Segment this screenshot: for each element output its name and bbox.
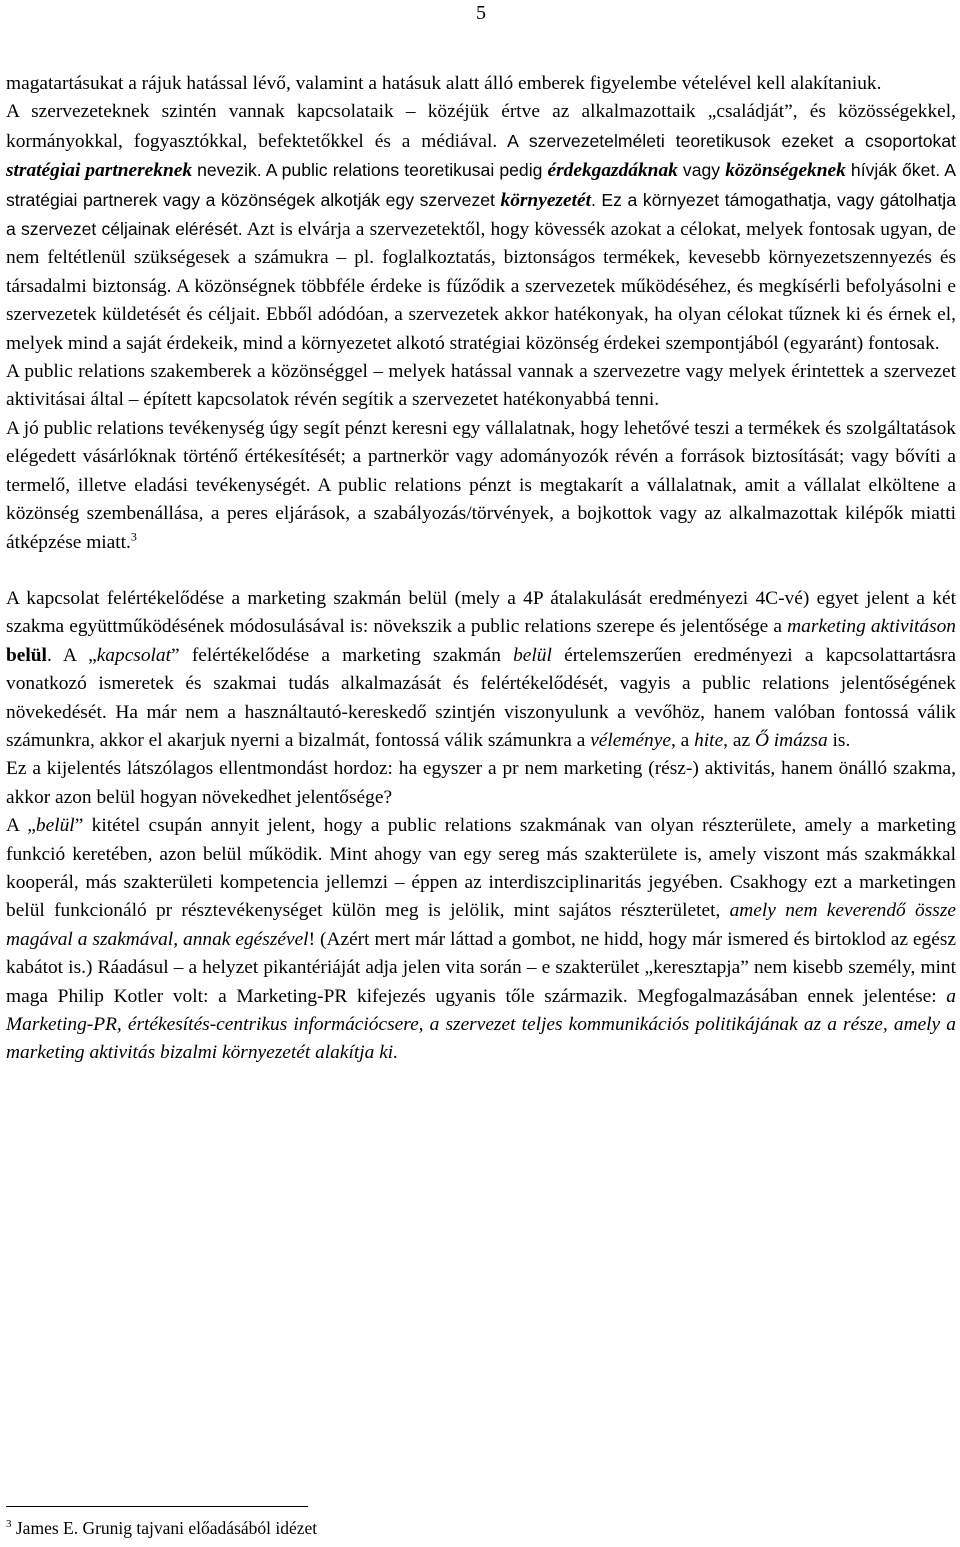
p4-text: értelemszerűen eredményezi a kapcsolattartásra vonatkozó ismeretek és szakmai tudás alkalmazását és felértékelődését, vagyis a public relations jelentőségének növekedését. Ha már nem a használtautó-kereskedő szintjén viszonyulunk a vevőhöz, hanem valóban fontossá válik számunkra, akkor el akarjuk nyerni a bizalmát, fontossá válik számunkra a	[6, 644, 956, 751]
paragraph-within	[6, 812, 956, 1068]
p4-italic: hite	[694, 729, 724, 751]
page-number: 5	[476, 2, 486, 24]
p6-italic: belül	[35, 815, 75, 837]
p4-text: is.	[827, 729, 851, 751]
p4-italic: Ő imázsa	[754, 729, 828, 751]
p4-text: , a	[670, 729, 695, 751]
p1-text: hívják őket. A stratégiai partnerek vagy a közönségek alkotják egy szervezet	[6, 160, 956, 210]
term-publics: közönségeknek	[725, 160, 846, 182]
term-environment: környezetét	[500, 189, 591, 211]
p6-italic: amely nem keverendő össze magával a szakmával, annak egészével	[6, 900, 956, 950]
p1-text: nevezik. A public relations teoretikusai pedig	[192, 160, 548, 181]
p4-italic: marketing aktivitáson	[787, 616, 957, 638]
footnote-divider	[6, 1506, 308, 1507]
p4-text: ” felértékelődése a marketing szakmán	[171, 644, 514, 666]
p1-text: A szervezetelméleti teoretikusok ezeket a csoportokat	[497, 130, 957, 151]
main-text	[6, 70, 956, 1068]
p1-sentence-4: Azt is elvárja a szervezetektől, hogy kövessék azokat a célokat, melyek fontosak ugyan, de nem feltétlenül szükségesek a számukra – pl. foglalkoztatás, biztonságos termékek, kevesebb környezetszennyezés és társadalmi biztonság. A közönségnek többféle érdeke is fűződik a szervezetek működéséhez, és megkísérli befolyásolni e szervezetek küldetését és céljait.	[6, 219, 956, 326]
p6-text: ” kitétel csupán annyit jelent, hogy a public relations szakmának van olyan részterülete, amely a marketing funkció keretében, azon belül működik. Mint ahogy van egy sereg más szakterülete is, amely viszont más szakmákkal kooperál, más szakterületi kompetencia jellemzi – éppen az interdiszciplinaritás jegyében. Csakhogy ezt a marketingen belül funkcionáló pr résztevékenységet külön meg is jelölik, mint sajátos részterületet,	[6, 815, 956, 922]
p4-bold: belül	[6, 644, 47, 666]
kotler-definition: a Marketing-PR, értékesítés-centrikus információcsere, a szervezet teljes kommunikációs politikájának az a része, amely a marketing aktivitás bizalmi környezetét alakítja ki.	[6, 985, 956, 1064]
paragraph-contradiction: Ez a kijelentés látszólagos ellentmondást hordoz: ha egyszer a pr nem marketing (rész-) aktivitás, hanem önálló szakma, akkor azon belül hogyan növekedhet jelentősége?	[6, 758, 956, 808]
footnote-number: 3	[6, 1518, 12, 1531]
p3-text: A jó public relations tevékenység úgy segít pénzt keresni egy vállalatnak, hogy lehetővé teszi a termékek és szolgáltatások elégedett vásárlóknak történő értékesítését; a partnerkör vagy adományozók révén a források biztosítását; vagy bővíti a termelő, illetve eladási tevékenységét. A public relations pénzt is megtakarít a vállalatnak, amit a vállalat elköltene a közönség szembenállása, a peres eljárások, a szabályozás/törvények, a bojkottok vagy az alkalmazottak kilépők miatti átképzése miatt.	[6, 417, 956, 553]
footnote-reference[interactable]: 3	[130, 529, 137, 544]
paragraph-good-pr	[6, 415, 956, 557]
term-strategic-partners: stratégiai partnereknek	[6, 160, 193, 182]
paragraph-relationship-marketing	[6, 585, 956, 755]
paragraph-pr-specialists: A public relations szakemberek a közönséggel – melyek hatással vannak a szervezetre vagy melyek érintettek a szervezet aktivitásai által – épített kapcsolatok révén segítik a szervezetet hatékonyabbá tenni.	[6, 361, 956, 411]
term-stakeholders: érdekgazdáknak	[547, 160, 678, 182]
p4-text: , az	[723, 729, 755, 751]
p4-text: A kapcsolat felértékelődése a marketing szakmán belül (mely a 4P átalakulását eredményezi 4C-vé) egyet jelent a két szakma együttműködésének módosulásával is: növekszik a public relations szerepe és jelentősége a	[6, 587, 956, 638]
p6-text: ! (Azért mert már láttad a gombot, ne hidd, hogy már ismered és birtoklod az egész kabátot is.) Ráadásul – a helyzet pikantériáját adja jelen vita során – e szakterület „keresztapja” nem kisebb személy, mint maga Philip Kotler volt: a Marketing-PR kifejezés ugyanis tőle származik. Megfogalmazásában ennek jelentése:	[6, 928, 956, 1007]
p4-italic: kapcsolat	[96, 644, 172, 666]
p6-text: A „	[6, 815, 36, 837]
p1-sentence-5: Ebből adódóan, a szervezetek akkor hatékonyak, ha olyan célokat tűznek ki és érnek el, melyek mind a saját érdekeik, mind a környezetet alkotó stratégiai közönség érdekei szempontjából (egyaránt) fontosak.	[6, 304, 956, 354]
p1-sentence-2: A szervezeteknek szintén vannak kapcsolataik – közéjük értve az alkalmazottaik „családját”, és közösségekkel, kormányokkal, fogyasztókkal, befektetőkkel és a médiával.	[6, 101, 956, 152]
p4-text: . A „	[46, 644, 97, 666]
paragraph-stakeholders	[6, 70, 956, 358]
footnote-text: James E. Grunig tajvani előadásából idézet	[11, 1518, 318, 1538]
p4-italic: belül	[513, 644, 552, 666]
p1-sentence-1: magatartásukat a rájuk hatással lévő, valamint a hatásuk alatt álló emberek figyelembe vételével kell alakítaniuk.	[6, 73, 882, 94]
p4-italic: véleménye	[590, 729, 671, 751]
p1-text: . Ez a környezet támogathatja, vagy gátolhatja a szervezet céljainak elérését.	[6, 189, 956, 240]
footnote	[6, 1517, 317, 1539]
p1-text: vagy	[677, 160, 726, 181]
